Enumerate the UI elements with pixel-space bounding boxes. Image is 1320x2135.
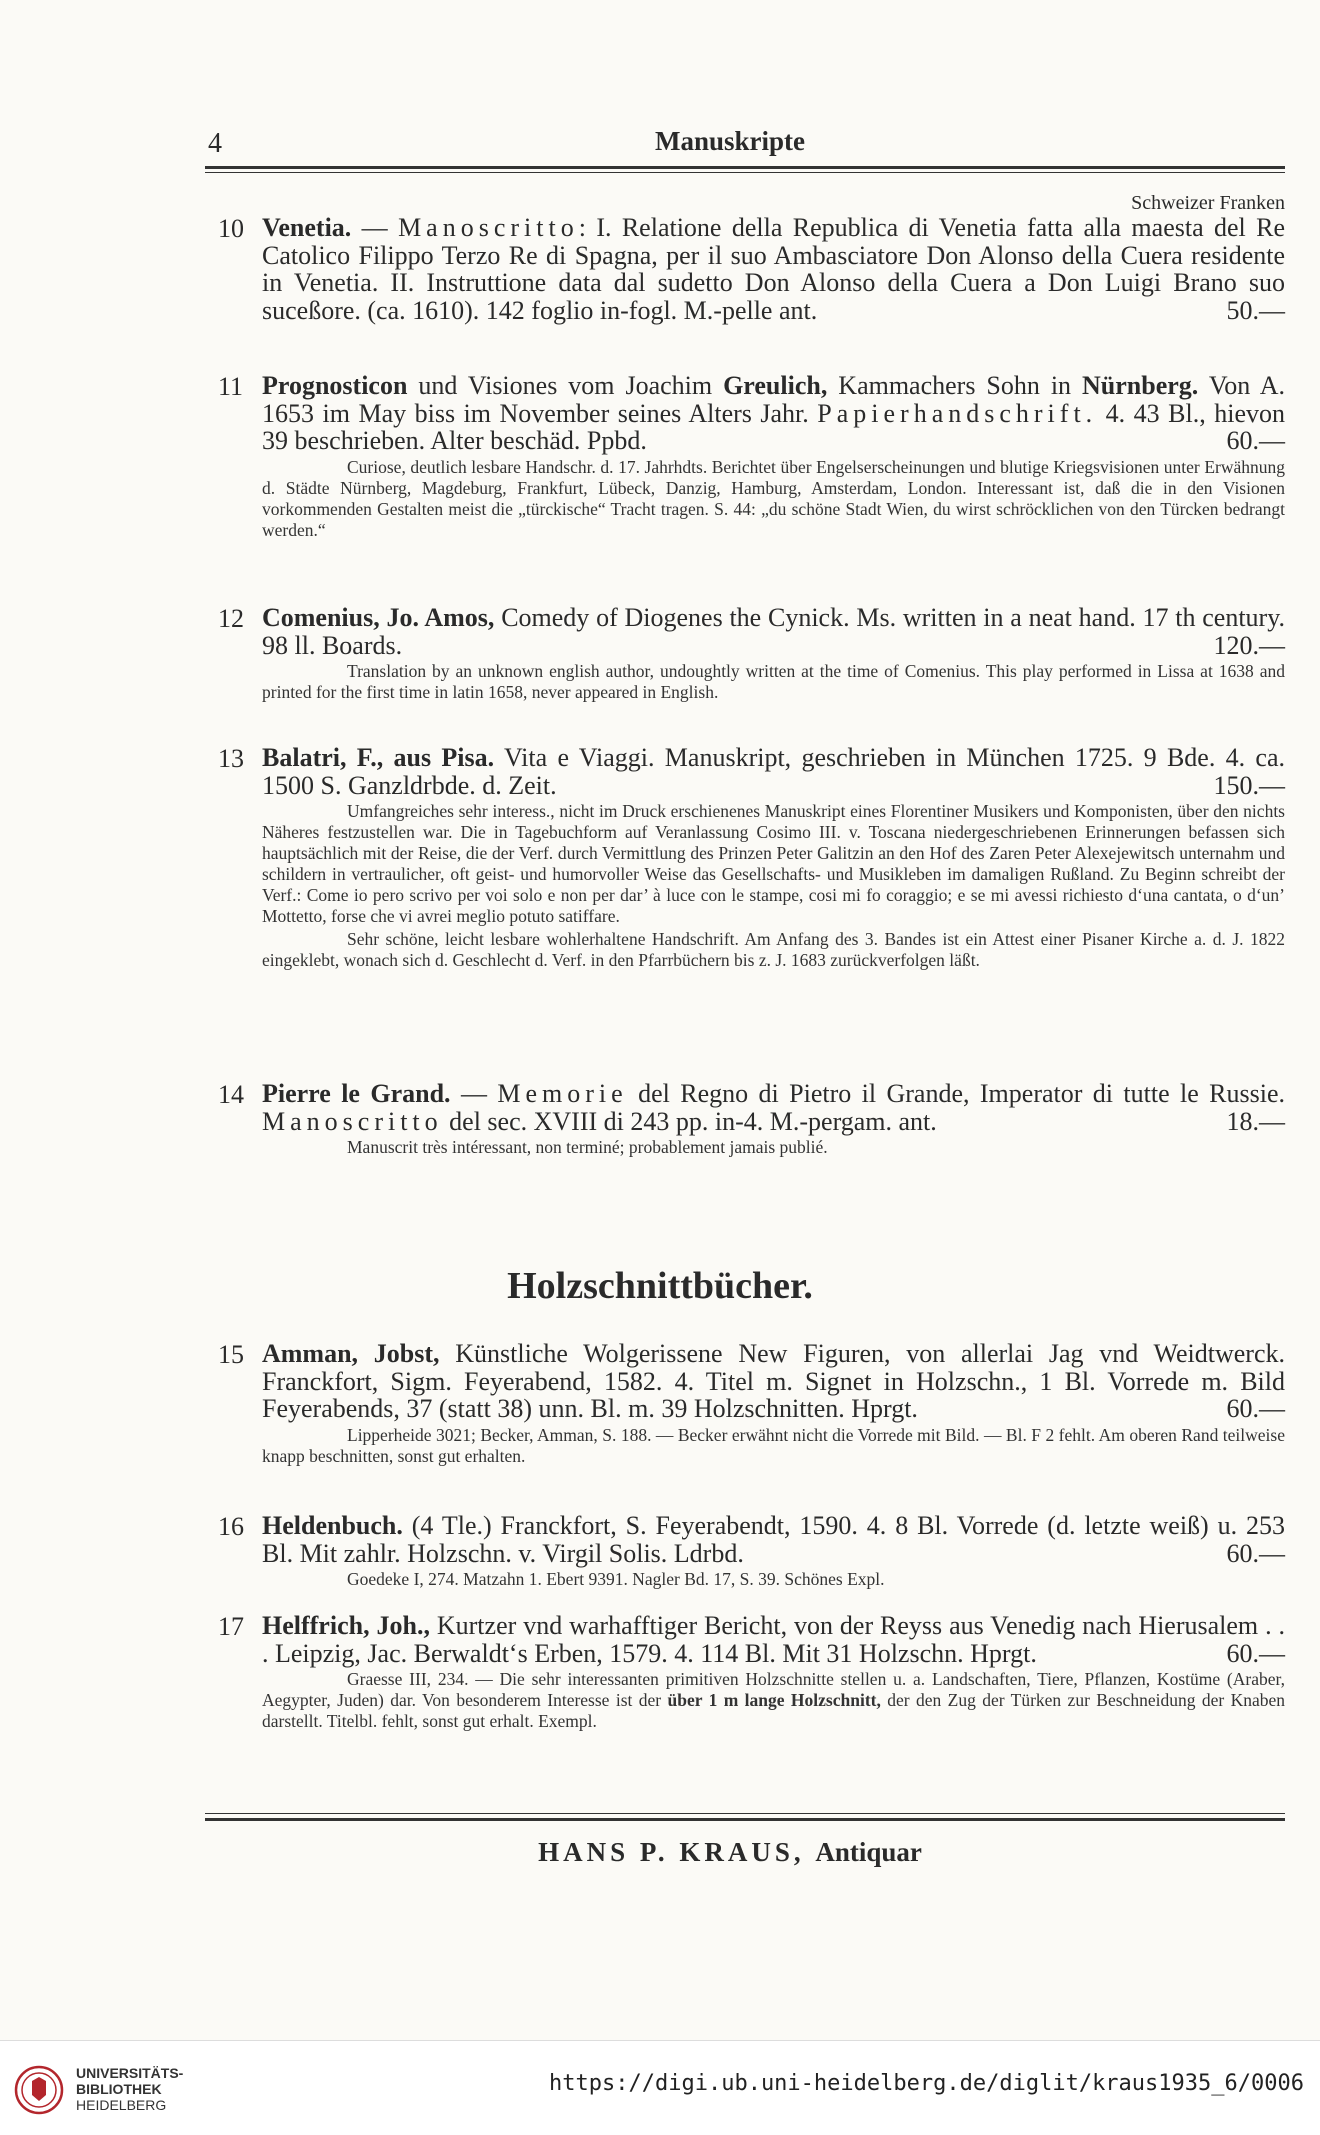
entry-spaced-term: Papierhandschrift. — [817, 398, 1098, 428]
entry-note: Goedeke I, 274. Matzahn 1. Ebert 9391. Nagler Bd. 17, S. 39. Schönes Expl. — [347, 1569, 885, 1589]
entry-note: Umfangreiches sehr interess., nicht im Druck erschienenes Manuskript eines Florentiner Musikers und Komponisten, über den nichts Näheres festzustellen war. Die in Tagebuchform auf Veranlassung Cosimo III. v. Toscana niedergeschriebenen Erinnerungen befassen sich hauptsächlich mit der Reise, die der Verf. durch Vermittlung des Prinzen Peter Galitzin an den Hof des Zaren Peter Alexejewitsch unternahm und schildern in vertraulicher, oft geist- und humorvoller Weise das Gesellschafts- und Musikleben im damaligen Rußland. Zu Beginn schreibt der Verf.: Come io pero scrivo per voi solo e non per dar’ à luce con le stampe, cosi mi fo coraggio; e se mi avessi richiesto d‘una cantata, o d‘un’ Mottetto, forse che vi avrei meglio potuto satiffare. — [262, 801, 1285, 926]
entry-note: Sehr schöne, leicht lesbare wohlerhaltene Handschrift. Am Anfang des 3. Bandes ist ein Attest einer Pisaner Kirche a. d. J. 1822 eingeklebt, wonach sich d. Geschlecht d. Verf. in den Pfarrbüchern bis z. J. 1683 zurückverfolgen läßt. — [262, 929, 1285, 970]
entry-number: 17 — [218, 1612, 244, 1641]
entry-description — [262, 604, 1285, 659]
entry-price: 18.— — [1226, 1106, 1285, 1136]
catalog-entry — [220, 372, 1285, 541]
entry-number: 15 — [218, 1340, 244, 1369]
entry-number: 12 — [218, 604, 244, 633]
entry-spaced-term: Memorie — [497, 1079, 628, 1108]
entry-author: Balatri, F., aus Pisa. — [262, 743, 495, 772]
entry-description — [262, 1512, 1285, 1567]
entry-price: 50.— — [1226, 295, 1285, 325]
note-emphasis: über 1 m lange Holzschnitt, — [667, 1690, 881, 1710]
header-rule-thin — [205, 172, 1285, 173]
catalog-entry — [220, 214, 1285, 324]
library-name-line: BIBLIOTHEK — [76, 2081, 162, 2097]
entry-number: 16 — [218, 1512, 244, 1541]
entry-author: Prognosticon — [262, 371, 408, 400]
entry-text: del sec. XVIII di 243 pp. in-4. M.-pergam. ant. — [449, 1106, 937, 1136]
entry-note — [262, 1669, 1285, 1732]
university-seal-icon — [14, 2065, 64, 2115]
entry-text: Comedy of Diogenes the Cynick. Ms. written in a neat hand. 17 th century. 98 ll. Boards. — [262, 603, 1286, 660]
entry-note: Translation by an unknown english author, undoughtly written at the time of Comenius. This play performed in Lissa at 1638 and printed for the first time in latin 1658, never appeared in English. — [262, 661, 1285, 702]
library-bar — [0, 2040, 1320, 2135]
entry-description: Venetia. — Manoscritto: I. Relatione della Republica di Venetia fatta alla maesta del Re Catolico Filippo Terzo Re di Spagna, per il suo Ambasciatore Don Alonso della Cuera residente in Venetia. II. Instruttione data dal sudetto Don Alonso della Cuera a Don Luigi Brano suo suceßore. (ca. 1610). 142 foglio in-fogl. M.-pelle ant. 50.— — [262, 213, 1286, 325]
library-name — [76, 2065, 183, 2113]
catalog-entry — [220, 604, 1285, 703]
library-name-line: HEIDELBERG — [76, 2097, 167, 2113]
entry-text: (4 Tle.) Franckfort, S. Feyerabendt, 1590. 4. 8 Bl. Vorrede (d. letzte weiß) u. 253 Bl. Mit zahlr. Holzschn. v. Virgil Solis. Ldrbd. — [262, 1511, 1285, 1568]
dealer-name — [0, 1837, 1320, 1868]
entry-author: Comenius, Jo. Amos, — [262, 603, 495, 632]
currency-label: Schweizer Franken — [1131, 192, 1285, 214]
entry-spaced-term: Manoscritto — [398, 213, 579, 242]
catalog-entry — [220, 744, 1285, 971]
catalog-entry — [220, 1512, 1285, 1590]
entry-text: Vita e Viaggi. Manuskript, geschrieben in München 1725. 9 Bde. 4. ca. 1500 S. Ganzldrbde. d. Zeit. — [262, 743, 1285, 800]
entry-author: Venetia. — [262, 213, 352, 242]
entry-price: 60.— — [1226, 1538, 1285, 1568]
library-name-line: UNIVERSITÄTS- — [76, 2065, 184, 2081]
entry-number: 13 — [218, 744, 244, 773]
entry-description — [262, 1340, 1285, 1423]
entry-text: und Visiones vom Joachim — [418, 371, 713, 400]
entry-spaced-term: Manoscritto — [262, 1106, 443, 1136]
catalog-entry — [220, 1612, 1285, 1732]
entry-description — [262, 744, 1285, 799]
entry-price: 60.— — [1226, 426, 1285, 455]
page-number: 4 — [208, 128, 222, 159]
entry-author: Amman, Jobst, — [262, 1339, 440, 1368]
footer-rule-thin — [205, 1813, 1285, 1814]
footer-rule — [205, 1818, 1285, 1821]
document-url-link[interactable]: https://digi.ub.uni-heidelberg.de/diglit/kraus1935_6/0006 — [549, 2071, 1304, 2096]
entry-author: Greulich, — [723, 371, 828, 400]
dealer-name-text: HANS P. KRAUS, — [538, 1837, 805, 1867]
entry-text: del Regno di Pietro il Grande, Imperator di tutte le Russie. — [638, 1079, 1286, 1108]
entry-author: Helffrich, Joh., — [262, 1611, 430, 1640]
entry-number: 11 — [218, 372, 244, 401]
page-title: Manuskripte — [654, 126, 806, 156]
entry-place: Nürnberg. — [1082, 371, 1199, 400]
entry-text: : I. Relatione della Republica di Venetia fatta alla maesta del Re Catolico Filippo Terzo Re di Spagna, per il suo Ambasciatore Don Alonso della Cuera residente in Venetia. II. Instruttione data dal sudetto Don Alonso della Cuera a Don Luigi Brano suo suceßore. (ca. 1610). 142 foglio in-fogl. M.-pelle ant. — [262, 213, 1286, 325]
entry-number: 10 — [218, 214, 244, 243]
entry-author: Pierre le Grand. — [262, 1079, 451, 1108]
section-title: Holzschnittbücher. — [507, 1265, 813, 1307]
entry-description — [262, 372, 1285, 455]
entry-price: 150.— — [1213, 770, 1285, 800]
entry-price: 120.— — [1213, 630, 1285, 660]
entry-note: Manuscrit très intéressant, non terminé; probablement jamais publié. — [347, 1137, 828, 1157]
entry-note: Curiose, deutlich lesbare Handschr. d. 17. Jahrhdts. Berichtet über Engelserscheinungen und blutige Kriegsvisionen unter Erwähnung d. Städte Nürnberg, Magdeburg, Frankfurt, Lübeck, Danzig, Hamburg, Amsterdam, London. Interessant ist, daß die in den Visionen vorkommenden Gestalten meist die „türckische“ Tracht tragen. S. 44: „du schöne Stadt Wien, du wirst schröcklichen von den Türcken bedrangt werden.“ — [262, 456, 1285, 540]
header-rule — [205, 166, 1285, 169]
note-text: Graesse III, 234. — Die sehr interessanten primitiven Holzschnitte stellen u. a. Landschaften, Tiere, Pflanzen, Kostüme (Araber, Aegypter, Juden) dar. Von besonderem Interesse ist der — [262, 1669, 1285, 1710]
catalog-entry — [220, 1340, 1285, 1467]
entry-text: Künstliche Wolgerissene New Figuren, von allerlai Jag vnd Weidtwerck. Franckfort, Sigm. Feyerabend, 1582. 4. Titel m. Signet in Holzschn., 1 Bl. Vorrede m. Bild Feyerabends, 37 (statt 38) unn. Bl. m. 39 Holzschnitten. Hprgt. — [262, 1339, 1285, 1423]
entry-text: 4. 43 Bl., hievon 39 beschrieben. Alter beschäd. Ppbd. — [262, 398, 1285, 455]
entry-text: Kammachers Sohn in — [838, 371, 1072, 400]
entry-text: Von A. 1653 im May biss im November seines Alters Jahr. — [262, 371, 1286, 428]
entry-number: 14 — [218, 1080, 244, 1109]
entry-text: Kurtzer vnd warhafftiger Bericht, von der Reyss aus Venedig nach Hierusalem . . . Leipzig, Jac. Berwaldt‘s Erben, 1579. 4. 114 Bl. Mit 31 Holzschn. Hprgt. — [262, 1611, 1285, 1668]
dealer-title: Antiquar — [815, 1837, 922, 1867]
entry-description — [262, 1612, 1285, 1667]
entry-price: 60.— — [1226, 1394, 1285, 1423]
entry-note: Lipperheide 3021; Becker, Amman, S. 188. — Becker erwähnt nicht die Vorrede mit Bild. — Bl. F 2 fehlt. Am oberen Rand teilweise knapp beschnitten, sonst gut erhalten. — [262, 1424, 1285, 1466]
entry-dash: — — [460, 1079, 487, 1108]
note-text: der den Zug der Türken zur Beschneidung der Knaben darstellt. Titelbl. fehlt, sonst gut erhalt. Exempl. — [262, 1690, 1285, 1731]
entry-author: Heldenbuch. — [262, 1511, 403, 1540]
catalog-entry — [220, 1080, 1285, 1158]
entry-description — [262, 1080, 1285, 1135]
entry-price: 60.— — [1226, 1638, 1285, 1668]
